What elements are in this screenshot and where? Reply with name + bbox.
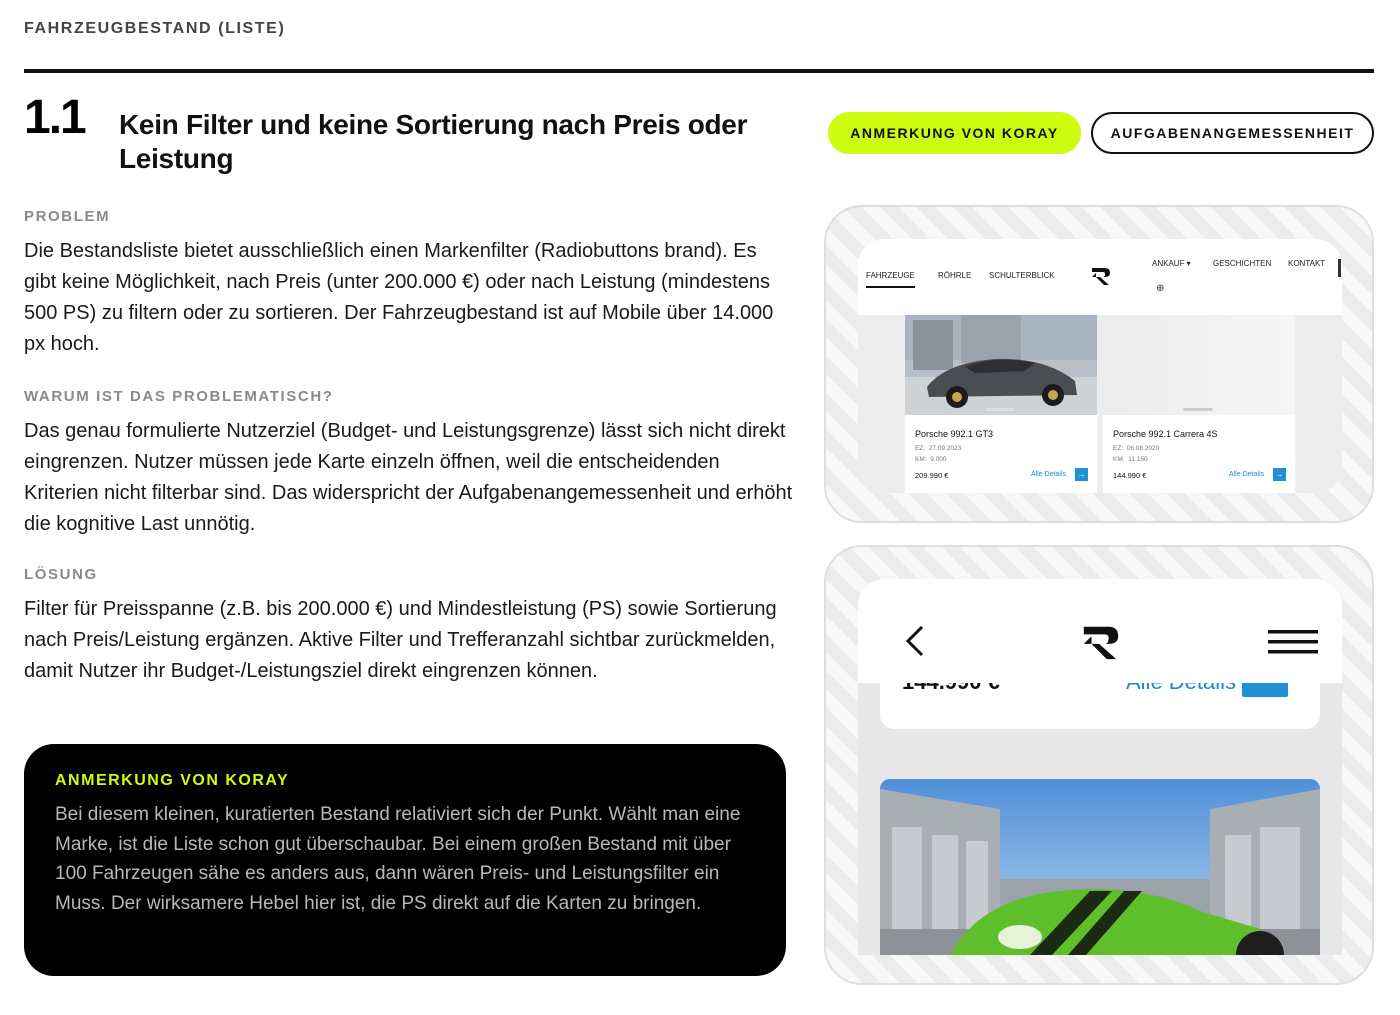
- car-ez: [1113, 445, 1159, 452]
- tag-aufgabenangemessenheit: AUFGABENANGEMESSENHEIT: [1091, 112, 1374, 154]
- tag-koray: ANMERKUNG VON KORAY: [828, 112, 1081, 154]
- warum-text: Das genau formulierte Nutzerziel (Budget- und Leistungsgrenze) lässt sich nicht direkt eingrenzen. Nutzer müssen jede Karte einzeln öffnen, weil die entscheidenden Kriterien nicht filterbar sind. Das widerspricht der Aufgabenangemessenheit und erhöht die kognitive Last unnötig.: [24, 420, 793, 535]
- loesung-text: Filter für Preisspanne (z.B. bis 200.000 €) und Mindestleistung (PS) sowie Sortierung nach Preis/Leistung ergänzen. Aktive Filter und Trefferanzahl sichtbar zurückmelden, damit Nutzer ihr Budget-/Leistungsziel direkt eingrenzen können.: [24, 598, 777, 682]
- section-label: FAHRZEUGBESTAND (LISTE): [24, 20, 286, 37]
- hamburger-menu-icon: [1268, 629, 1318, 655]
- nav-kontakt: KONTAKT: [1288, 259, 1326, 268]
- car-name: Porsche 992.1 GT3: [915, 429, 994, 439]
- arrow-right-icon: →: [1273, 468, 1286, 481]
- brand-logo-icon: [1080, 621, 1122, 663]
- car-km: [915, 456, 946, 463]
- car-image-gt3: [905, 315, 1097, 415]
- loesung-heading: LÖSUNG: [24, 566, 98, 583]
- arrow-right-icon: →: [1075, 468, 1088, 481]
- finding-number: 1.1: [24, 91, 85, 144]
- desktop-screenshot-frame: [858, 239, 1342, 493]
- finding-title: Kein Filter und keine Sortierung nach Preis oder Leistung: [119, 109, 748, 174]
- car-name: Porsche 992.1 Carrera 4S: [1113, 429, 1218, 439]
- car-card: [1103, 315, 1295, 493]
- car-image-carrera: [1103, 315, 1295, 415]
- km-label: KM:: [915, 456, 927, 463]
- problem-text: Die Bestandsliste bietet ausschließlich einen Markenfilter (Radiobuttons brand). Es gibt keine Möglichkeit, nach Preis (unter 200.000 €) oder nach Leistung (mindestens 500 PS) zu filtern oder zu sortieren. Der Fahrzeugbestand ist auf Mobile über 14.000 px hoch.: [24, 240, 774, 355]
- car-ez: [915, 445, 961, 452]
- back-icon: [902, 623, 928, 659]
- km-label: KM:: [1113, 456, 1125, 463]
- km-value: 9.000: [930, 456, 947, 463]
- desktop-screenshot: [824, 205, 1374, 523]
- globe-icon: ⊕: [1156, 283, 1165, 294]
- car-km: [1113, 456, 1148, 463]
- nav-roehrle: RÖHRLE: [938, 271, 972, 280]
- warum-heading: WARUM IST DAS PROBLEMATISCH?: [24, 388, 334, 405]
- car-price: 209.990 €: [915, 471, 949, 480]
- scrollbar: [1338, 259, 1341, 277]
- note-heading: ANMERKUNG VON KORAY: [55, 772, 290, 789]
- ez-value: 27.09.2023: [928, 445, 962, 452]
- ez-value: 06.08.2020: [1126, 445, 1160, 452]
- km-value: 11.150: [1128, 456, 1148, 463]
- nav-ankauf: ANKAUF ▾: [1152, 259, 1191, 268]
- note-box: [24, 744, 786, 976]
- details-link: Alle Details: [1031, 471, 1067, 478]
- mobile-screenshot-frame: [858, 579, 1342, 955]
- brand-logo-icon: [1090, 265, 1112, 287]
- nav-schulterblick: SCHULTERBLICK: [989, 271, 1055, 280]
- nav-geschichten: GESCHICHTEN: [1213, 259, 1272, 268]
- car-image-green-porsche: [880, 779, 1320, 955]
- car-price: 144.990 €: [1113, 471, 1147, 480]
- nav-fahrzeuge: FAHRZEUGE: [866, 271, 915, 288]
- mobile-nav: [858, 579, 1342, 683]
- note-text: Bei diesem kleinen, kuratierten Bestand relativiert sich der Punkt. Wählt man eine Marke, ist die Liste schon gut überschaubar. Bei einem großen Bestand mit über 100 Fahrzeugen sähe es anders aus, dann wären Preis- und Leistungsfilter ein Muss. Der wirksamere Hebel hier ist, die PS direkt auf die Karten zu bringen.: [55, 804, 741, 914]
- mobile-screenshot: [824, 545, 1374, 985]
- desktop-nav: [858, 239, 1342, 315]
- details-link: Alle Details: [1229, 471, 1265, 478]
- problem-heading: PROBLEM: [24, 208, 111, 225]
- divider: [24, 69, 1374, 73]
- car-card: [905, 315, 1097, 493]
- ez-label: EZ:: [915, 445, 926, 452]
- ez-label: EZ:: [1113, 445, 1124, 452]
